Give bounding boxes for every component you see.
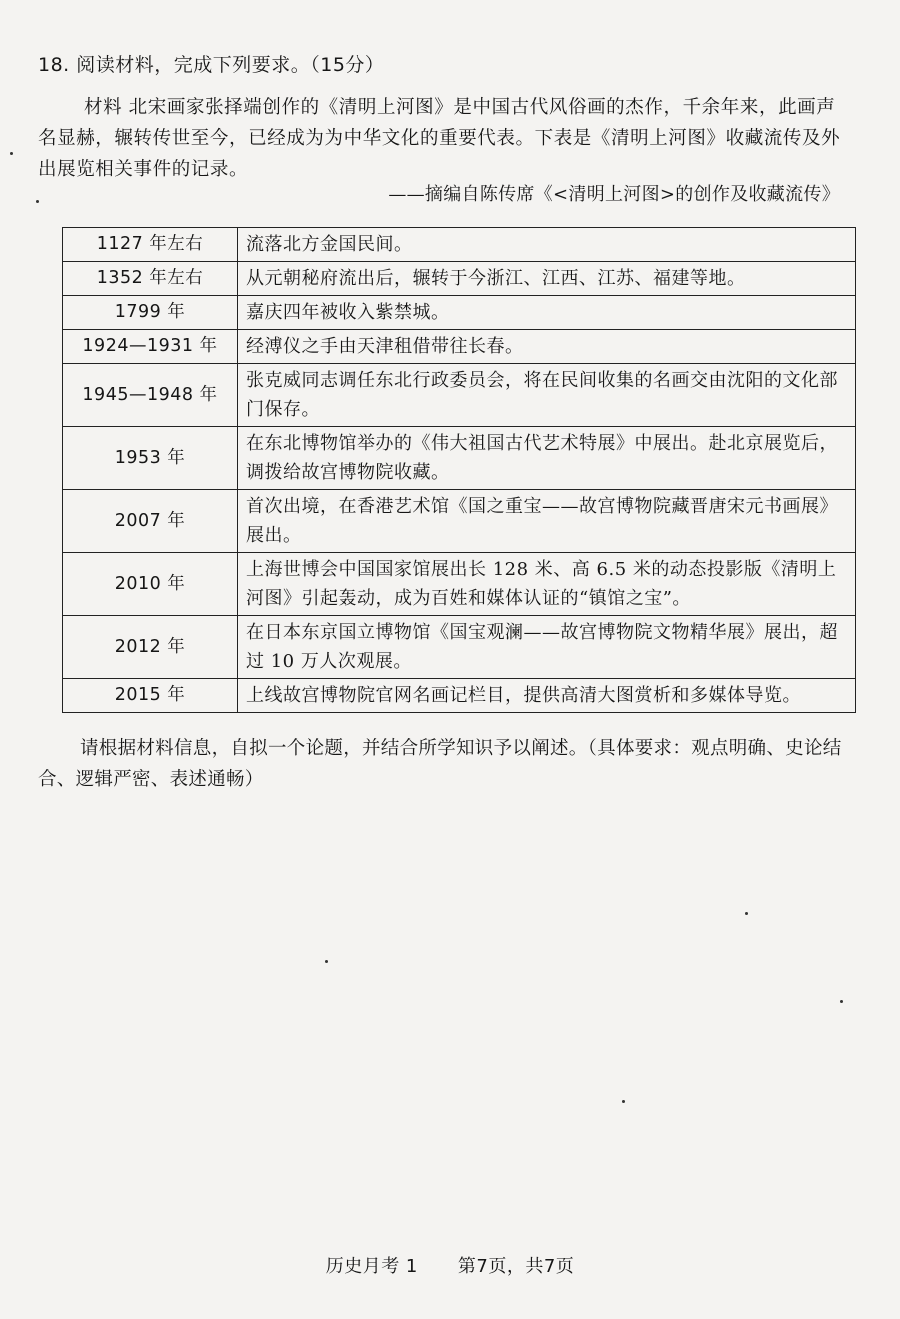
year-cell: 2012 年: [63, 616, 238, 679]
event-cell: 流落北方金国民间。: [238, 228, 856, 262]
exam-name: 历史月考 1: [325, 1256, 418, 1277]
event-cell: 上海世博会中国国家馆展出长 128 米、高 6.5 米的动态投影版《清明上河图》引起轰动，成为百姓和媒体认证的“镇馆之宝”。: [238, 553, 856, 616]
event-cell: 张克威同志调任东北行政委员会，将在民间收集的名画交由沈阳的文化部门保存。: [238, 364, 856, 427]
event-cell: 在日本东京国立博物馆《国宝观澜——故宫博物院文物精华展》展出，超过 10 万人次观展。: [238, 616, 856, 679]
table-row: [63, 228, 856, 262]
year-cell: 1799 年: [63, 296, 238, 330]
table-row: [63, 490, 856, 553]
records-table: [62, 227, 856, 713]
table-row: [63, 296, 856, 330]
scan-speck: [622, 1100, 625, 1103]
year-cell: 1127 年左右: [63, 228, 238, 262]
year-cell: 1924—1931 年: [63, 330, 238, 364]
material-text: 材料 北宋画家张择端创作的《清明上河图》是中国古代风俗画的杰作，千余年来，此画声名显赫，辗转传世至今，已经成为为中华文化的重要代表。下表是《清明上河图》收藏流传及外出展览相关事件的记录。: [38, 97, 841, 180]
table-row: [63, 616, 856, 679]
event-cell: 首次出境，在香港艺术馆《国之重宝——故宫博物院藏晋唐宋元书画展》展出。: [238, 490, 856, 553]
event-cell: 上线故宫博物院官网名画记栏目，提供高清大图赏析和多媒体导览。: [238, 679, 856, 713]
page-number: 第7页，共7页: [457, 1256, 575, 1277]
question-header: 18. 阅读材料，完成下列要求。（15分）: [38, 54, 385, 76]
event-cell: 经溥仪之手由天津租借带往长春。: [238, 330, 856, 364]
table-row: [63, 427, 856, 490]
material-source: ——摘编自陈传席《<清明上河图>的创作及收藏流传》: [388, 184, 840, 205]
scan-speck: [325, 960, 328, 963]
event-cell: 嘉庆四年被收入紫禁城。: [238, 296, 856, 330]
event-cell: 在东北博物馆举办的《伟大祖国古代艺术特展》中展出。赴北京展览后，调拨给故宫博物院收藏。: [238, 427, 856, 490]
year-cell: 1953 年: [63, 427, 238, 490]
page-footer: [0, 1252, 900, 1278]
table-row: [63, 262, 856, 296]
year-cell: 2007 年: [63, 490, 238, 553]
year-cell: 2010 年: [63, 553, 238, 616]
event-cell: 从元朝秘府流出后，辗转于今浙江、江西、江苏、福建等地。: [238, 262, 856, 296]
table-row: [63, 679, 856, 713]
year-cell: 1352 年左右: [63, 262, 238, 296]
scan-speck: [840, 1000, 843, 1003]
year-cell: 1945—1948 年: [63, 364, 238, 427]
scan-speck: [10, 152, 13, 155]
year-cell: 2015 年: [63, 679, 238, 713]
scan-speck: [745, 912, 748, 915]
scan-speck: [36, 200, 39, 203]
table-row: [63, 330, 856, 364]
table-row: [63, 364, 856, 427]
table-row: [63, 553, 856, 616]
question-prompt: 请根据材料信息，自拟一个论题，并结合所学知识予以阐述。（具体要求：观点明确、史论结合、逻辑严密、表述通畅）: [38, 738, 842, 790]
